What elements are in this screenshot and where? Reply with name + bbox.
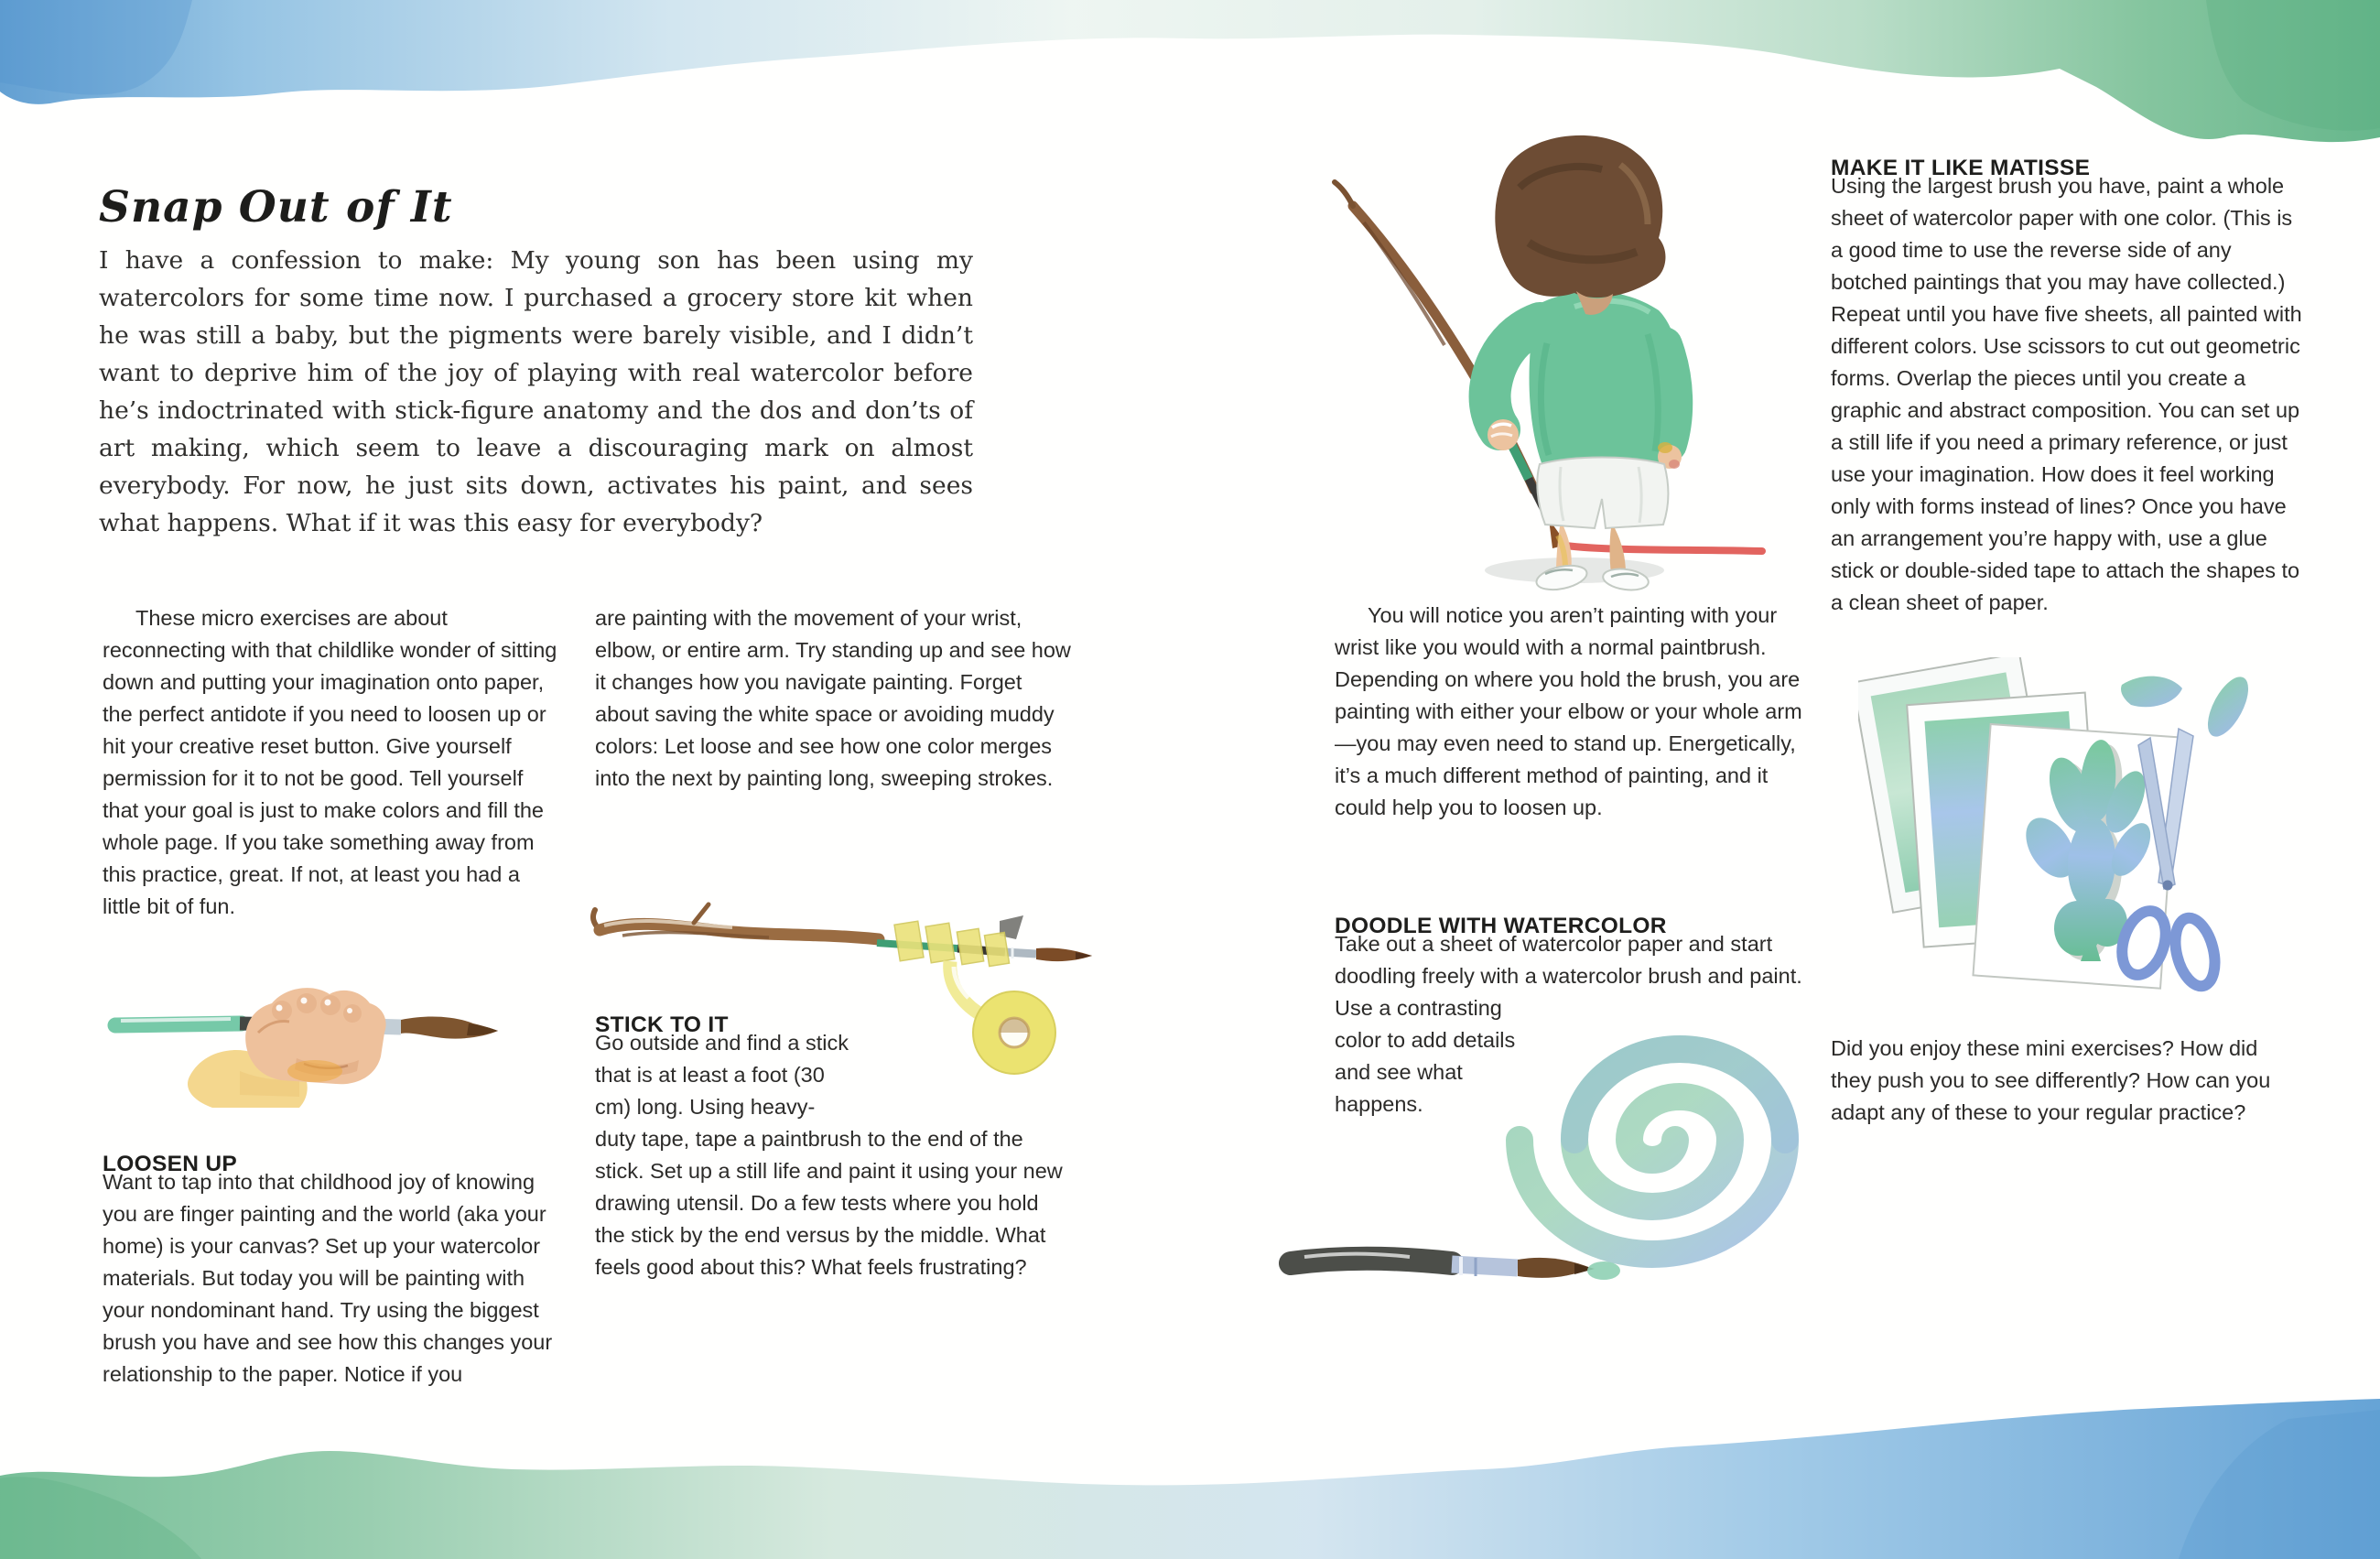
boy-painting-with-stick-illustration — [1300, 114, 1812, 600]
intro-paragraph: I have a confession to make: My young son has been using my watercolors for some time now. I purchased a grocery store kit when he was still a baby, but the pigments were barely visible, and I didn’t want to deprive him of the joy of playing with real watercolor before he’s indoctrinated with stick-figure anatomy and the dos and don’ts of art making, which seem to leave a discouraging mark on almost everybody. For now, he just sits down, activates his paint, and sees what happens. What if it was this easy for everybody? — [99, 246, 973, 537]
left-column-paragraph: These micro exercises are about reconnecting with that childlike wonder of sitting down and putting your imagination onto paper, the perfect antidote if you need to loosen up or hit your creative reset button. Give yourself permission for it to not be good. Tell yourself that your goal is just to make colors and fill the whole page. If you take something away from this practice, great. If not, at least you had a little bit of fun. — [103, 606, 557, 918]
doodle-text-end: paint. Use a contrasting color to add details and see what happens. — [1335, 964, 1802, 1116]
loosen-up-body: Want to tap into that childhood joy of knowing you are finger painting and the world (aka your home) is your canvas? Set up your watercolor materials. But today you will be painting with your nondominant hand. Try using the biggest brush you have and see how this changes your relationship to the paper. Notice if you — [103, 1170, 553, 1386]
loosen-up-heading: LOOSEN UP — [103, 1152, 237, 1177]
watercolor-border-top — [0, 0, 2380, 165]
hand-holding-paintbrush-illustration — [103, 969, 524, 1115]
right-column-paragraph: You will notice you aren’t painting with your wrist like you would with a normal paintbrush. Depending on where you hold the brush, you are painting with either your elbow or your whole arm—you may even need to stand up. Energetically, it’s a much different method of painting, and it could help you to loosen up. — [1335, 603, 1802, 819]
closing-paragraph: Did you enjoy these mini exercises? How did they push you to see differently? How can you adapt any of these to your regular practice? — [1831, 1036, 2271, 1124]
matisse-cutouts-and-scissors-illustration — [1858, 657, 2288, 1005]
doodle-heading: DOODLE WITH WATERCOLOR — [1335, 914, 1667, 939]
matisse-body: Using the largest brush you have, paint a whole sheet of watercolor paper with one color. (This is a good time to use the reverse side of any botched paintings that you may have collected.) Repeat until you have five sheets, all painted with different colors. Use scissors to cut out geometric forms. Overlap the pieces until you create a graphic and abstract composition. You can set up a still life if you need a primary reference, or just use your imagination. How does it feel working only with forms instead of lines? Once you have an arrangement you’re happy with, use a glue stick or double-sided tape to attach the shapes to a clean sheet of paper. — [1831, 174, 2302, 614]
text-wrap-spacer — [851, 1027, 1066, 1123]
middle-column-continuation: are painting with the movement of your wrist, elbow, or entire arm. Try standing up and see how it changes how you navigate painting. Forget about saving the white space or avoiding muddy colors: Let loose and see how one color merges into the next by painting long, sweeping strokes. — [595, 606, 1071, 790]
stick-to-it-body — [595, 1027, 1066, 1283]
stick-to-it-heading: STICK TO IT — [595, 1012, 729, 1038]
stick-to-it-text: Go outside and find a stick that is at least a foot (30 cm) long. Using heavy-duty tape, tape a paintbrush to the end of the stick. Set up a still life and paint it using your new drawing utensil. Do a few tests where you hold the stick by the end versus by the middle. What feels good about this? What feels frustrating? — [595, 1031, 1063, 1279]
page-title: Snap Out of It — [99, 182, 453, 233]
matisse-heading: MAKE IT LIKE MATISSE — [1831, 156, 2091, 181]
text-wrap-spacer — [1536, 992, 1811, 1139]
doodle-body — [1335, 928, 1811, 1139]
doodle-text-start: Take out a sheet of watercolor paper and start doodling freely with a watercolor brush and — [1335, 932, 1773, 988]
watercolor-border-bottom — [0, 1391, 2380, 1559]
